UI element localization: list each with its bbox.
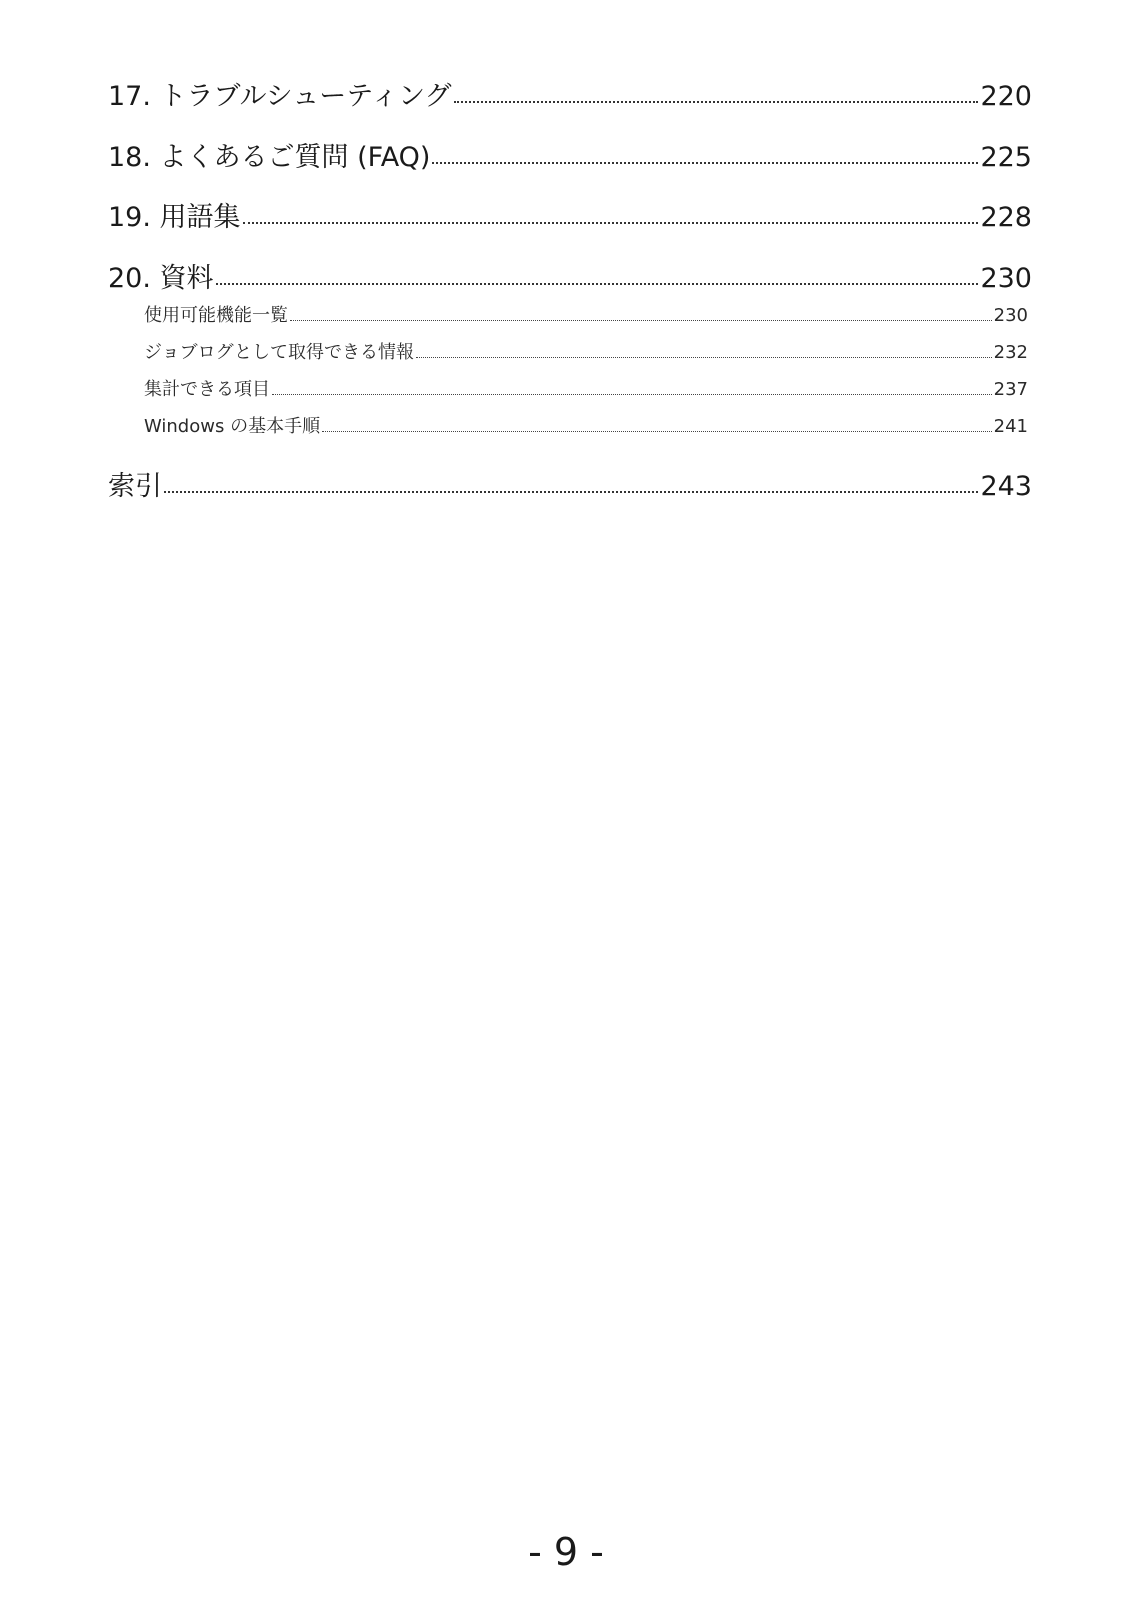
toc-entry-page: 243 <box>980 471 1032 502</box>
toc-subentry-label: ジョブログとして取得できる情報 <box>144 342 414 363</box>
toc-entry-faq[interactable] <box>108 135 1032 171</box>
toc-entry-label: 20. 資料 <box>108 263 214 294</box>
toc-entry-page: 225 <box>980 142 1032 173</box>
toc-subentry-page: 232 <box>993 342 1028 363</box>
toc-entry-label: 索引 <box>108 471 162 502</box>
toc-entry-label: 19. 用語集 <box>108 202 241 233</box>
toc-subentry-page: 230 <box>993 305 1028 326</box>
toc-subentry-page: 237 <box>993 379 1028 400</box>
toc-subentry-page: 241 <box>993 416 1028 437</box>
toc-entry-glossary[interactable] <box>108 195 1032 231</box>
toc-entry-troubleshooting[interactable] <box>108 74 1032 110</box>
toc-entry-page: 228 <box>980 202 1032 233</box>
toc-subentry-label: Windows の基本手順 <box>144 416 321 437</box>
toc-entry-page: 220 <box>980 81 1032 112</box>
toc-entry-index[interactable] <box>108 464 1032 500</box>
dot-leader <box>164 464 978 500</box>
dot-leader <box>322 412 992 438</box>
toc-subentry-feature-list[interactable] <box>144 301 1028 327</box>
toc-subentry-windows-basics[interactable] <box>144 412 1028 438</box>
dot-leader <box>243 195 979 231</box>
dot-leader <box>290 301 992 327</box>
dot-leader <box>216 256 979 292</box>
toc-subentry-label: 集計できる項目 <box>144 379 270 400</box>
toc-entry-label: 18. よくあるご質問 (FAQ) <box>108 142 431 173</box>
toc-subentry-job-log-info[interactable] <box>144 338 1028 364</box>
dot-leader <box>454 74 979 110</box>
toc-subentry-label: 使用可能機能一覧 <box>144 305 288 326</box>
toc-entry-label: 17. トラブルシューティング <box>108 81 452 112</box>
toc-entry-materials[interactable] <box>108 256 1032 292</box>
toc-entry-page: 230 <box>980 263 1032 294</box>
dot-leader <box>272 375 992 401</box>
dot-leader <box>432 135 978 171</box>
page-number: - 9 - <box>528 1530 604 1574</box>
dot-leader <box>416 338 992 364</box>
toc-subentry-aggregate-items[interactable] <box>144 375 1028 401</box>
